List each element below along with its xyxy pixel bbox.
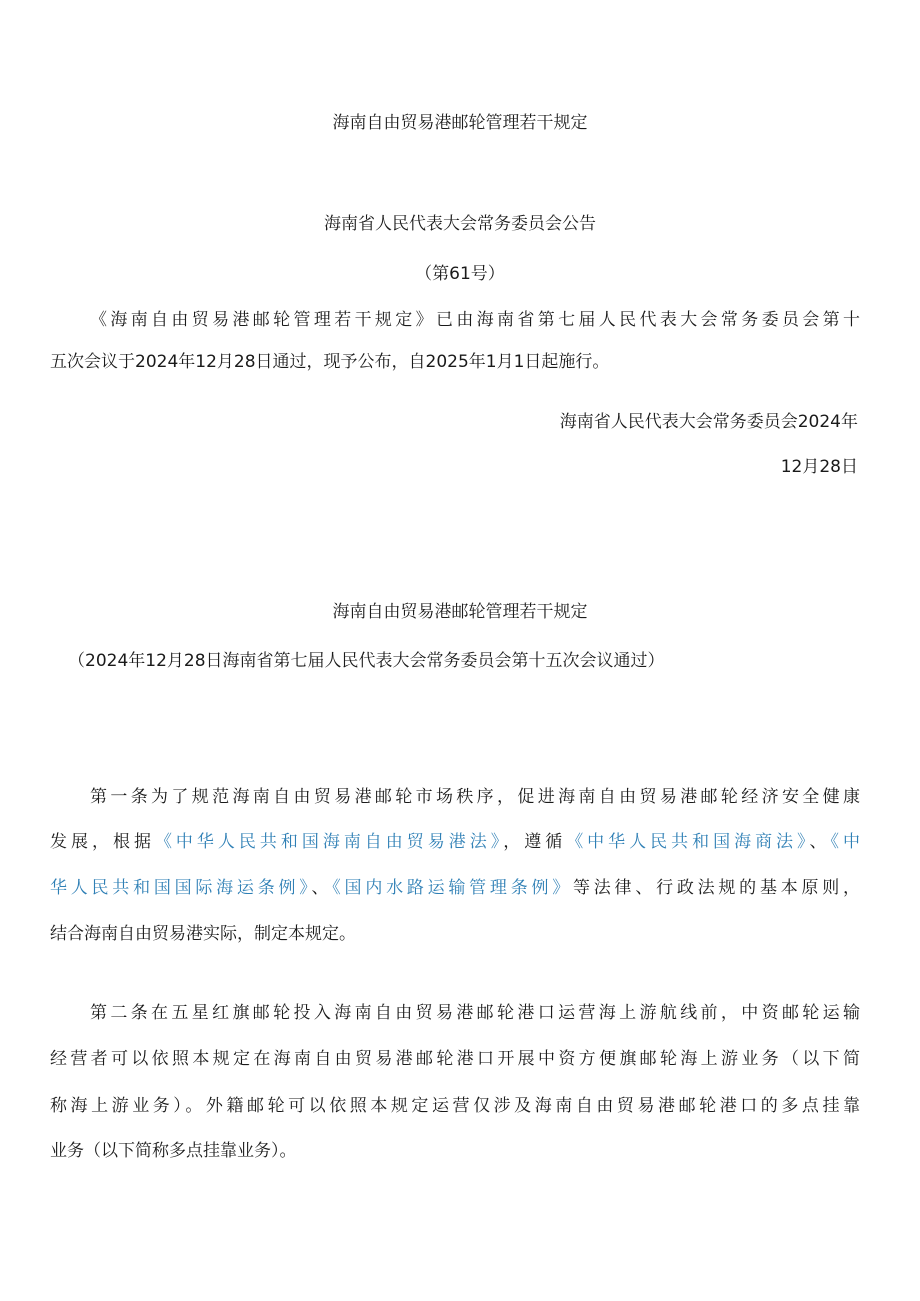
article-2-line-1: 第二条在五星红旗邮轮投入海南自由贸易港邮轮港口运营海上游航线前，中资邮轮运输 bbox=[90, 1003, 860, 1023]
announcement-number: （第61号） bbox=[415, 264, 505, 284]
article-2-line-2: 经营者可以依照本规定在海南自由贸易港邮轮港口开展中资方便旗邮轮海上游业务（以下简 bbox=[50, 1049, 860, 1069]
law-link-domestic-waterway-regulation[interactable]: 《国内水路运输管理条例》 bbox=[332, 878, 574, 898]
announcement-title: 海南省人民代表大会常务委员会公告 bbox=[324, 214, 596, 234]
signature-issuer: 海南省人民代表大会常务委员会2024年 bbox=[559, 412, 858, 432]
article-1-line-3 bbox=[50, 880, 860, 897]
regulation-subtitle: （2024年12月28日海南省第七届人民代表大会常务委员会第十五次会议通过） bbox=[68, 651, 665, 671]
article-1-line-2 bbox=[50, 834, 860, 851]
article-1-text: 等法律、行政法规的基本原则， bbox=[573, 878, 861, 898]
announcement-body-line-1: 《海南自由贸易港邮轮管理若干规定》已由海南省第七届人民代表大会常务委员会第十 bbox=[90, 310, 860, 330]
signature-date: 12月28日 bbox=[780, 457, 858, 477]
law-link-international-shipping-regulation[interactable]: 华人民共和国国际海运条例》 bbox=[50, 878, 312, 898]
law-link-international-shipping-regulation[interactable]: 《中 bbox=[830, 832, 861, 852]
announcement-body-line-2: 五次会议于2024年12月28日通过，现予公布，自2025年1月1日起施行。 bbox=[50, 352, 610, 372]
law-link-hainan-ftp-law[interactable]: 《中华人民共和国海南自由贸易港法》 bbox=[154, 832, 504, 852]
article-1-line-1: 第一条为了规范海南自由贸易港邮轮市场秩序，促进海南自由贸易港邮轮经济安全健康 bbox=[90, 787, 860, 807]
document-title: 海南自由贸易港邮轮管理若干规定 bbox=[332, 113, 588, 133]
article-2-line-4: 业务（以下简称多点挂靠业务）。 bbox=[50, 1141, 297, 1161]
article-1-text: 、 bbox=[311, 878, 333, 898]
article-1-text: ，遵循 bbox=[503, 832, 567, 852]
regulation-title: 海南自由贸易港邮轮管理若干规定 bbox=[332, 602, 588, 622]
article-1-text: 、 bbox=[809, 832, 831, 852]
article-1-text: 发展，根据 bbox=[50, 832, 155, 852]
article-1-line-4: 结合海南自由贸易港实际，制定本规定。 bbox=[50, 924, 356, 944]
law-link-maritime-code[interactable]: 《中华人民共和国海商法》 bbox=[566, 832, 810, 852]
article-2-line-3: 称海上游业务）。外籍邮轮可以依照本规定运营仅涉及海南自由贸易港邮轮港口的多点挂靠 bbox=[50, 1096, 860, 1116]
